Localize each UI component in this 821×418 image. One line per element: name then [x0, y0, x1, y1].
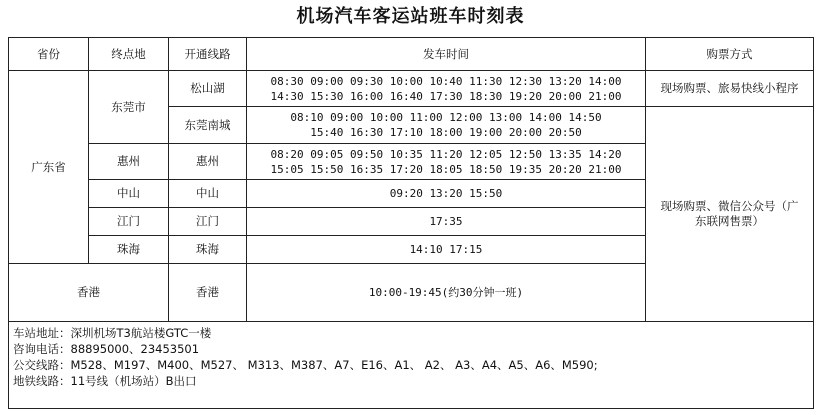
ticketing-line: 东联网售票） [695, 214, 764, 228]
departure-times-cell: 09:20 13:20 15:50 [247, 180, 646, 208]
route-cell: 松山湖 [169, 71, 247, 107]
station-phone: 咨询电话：88895000、23453501 [13, 342, 200, 356]
header-route: 开通线路 [169, 38, 247, 71]
station-address: 车站地址：深圳机场T3航站楼GTC一楼 [13, 326, 212, 340]
bus-lines: 公交线路：M528、M197、M400、M527、 M313、M387、A7、E16、A1、 A2、 A3、A4、A5、A6、M590; [13, 358, 598, 372]
destination-cell: 中山 [89, 180, 169, 208]
destination-cell: 江门 [89, 208, 169, 236]
destination-cell: 东莞市 [89, 71, 169, 144]
destination-cell: 惠州 [89, 144, 169, 180]
province-cell: 广东省 [9, 71, 89, 264]
departure-times-cell [247, 144, 646, 180]
timetable [8, 37, 814, 409]
times-line: 15:05 15:50 16:35 17:20 18:05 18:50 19:35 20:20 21:00 [270, 162, 622, 176]
departure-times-cell: 17:35 [247, 208, 646, 236]
departure-times-cell: 10:00-19:45(约30分钟一班) [247, 264, 646, 322]
times-line: 08:30 09:00 09:30 10:00 10:40 11:30 12:30 13:20 14:00 [270, 74, 622, 88]
ticketing-cell [646, 107, 814, 322]
header-destination: 终点地 [89, 38, 169, 71]
route-cell: 珠海 [169, 236, 247, 264]
metro-lines: 地铁线路：11号线（机场站）B出口 [13, 374, 197, 388]
departure-times-cell [247, 107, 646, 144]
times-line: 14:30 15:30 16:00 16:40 17:30 18:30 19:20 20:00 21:00 [270, 89, 622, 103]
info-row [9, 322, 814, 409]
route-cell: 香港 [169, 264, 247, 322]
route-cell: 东莞南城 [169, 107, 247, 144]
page-title: 机场汽车客运站班车时刻表 [296, 6, 525, 27]
ticketing-cell: 现场购票、旅易快线小程序 [646, 71, 814, 107]
ticketing-line: 现场购票、微信公众号（广 [660, 199, 799, 213]
destination-cell: 香港 [9, 264, 169, 322]
times-line: 15:40 16:30 17:10 18:00 19:00 20:00 20:50 [310, 126, 582, 139]
route-cell: 中山 [169, 180, 247, 208]
times-line: 08:20 09:05 09:50 10:35 11:20 12:05 12:50 13:35 14:20 [270, 147, 622, 161]
header-ticketing: 购票方式 [646, 38, 814, 71]
station-info [9, 322, 814, 409]
departure-times-cell: 14:10 17:15 [247, 236, 646, 264]
departure-times-cell [247, 71, 646, 107]
header-departure: 发车时间 [247, 38, 646, 71]
times-line: 08:10 09:00 10:00 11:00 12:00 13:00 14:00 14:50 [290, 111, 602, 124]
header-province: 省份 [9, 38, 89, 71]
table-row [9, 71, 814, 107]
route-cell: 惠州 [169, 144, 247, 180]
route-cell: 江门 [169, 208, 247, 236]
header-row [9, 38, 814, 71]
destination-cell: 珠海 [89, 236, 169, 264]
